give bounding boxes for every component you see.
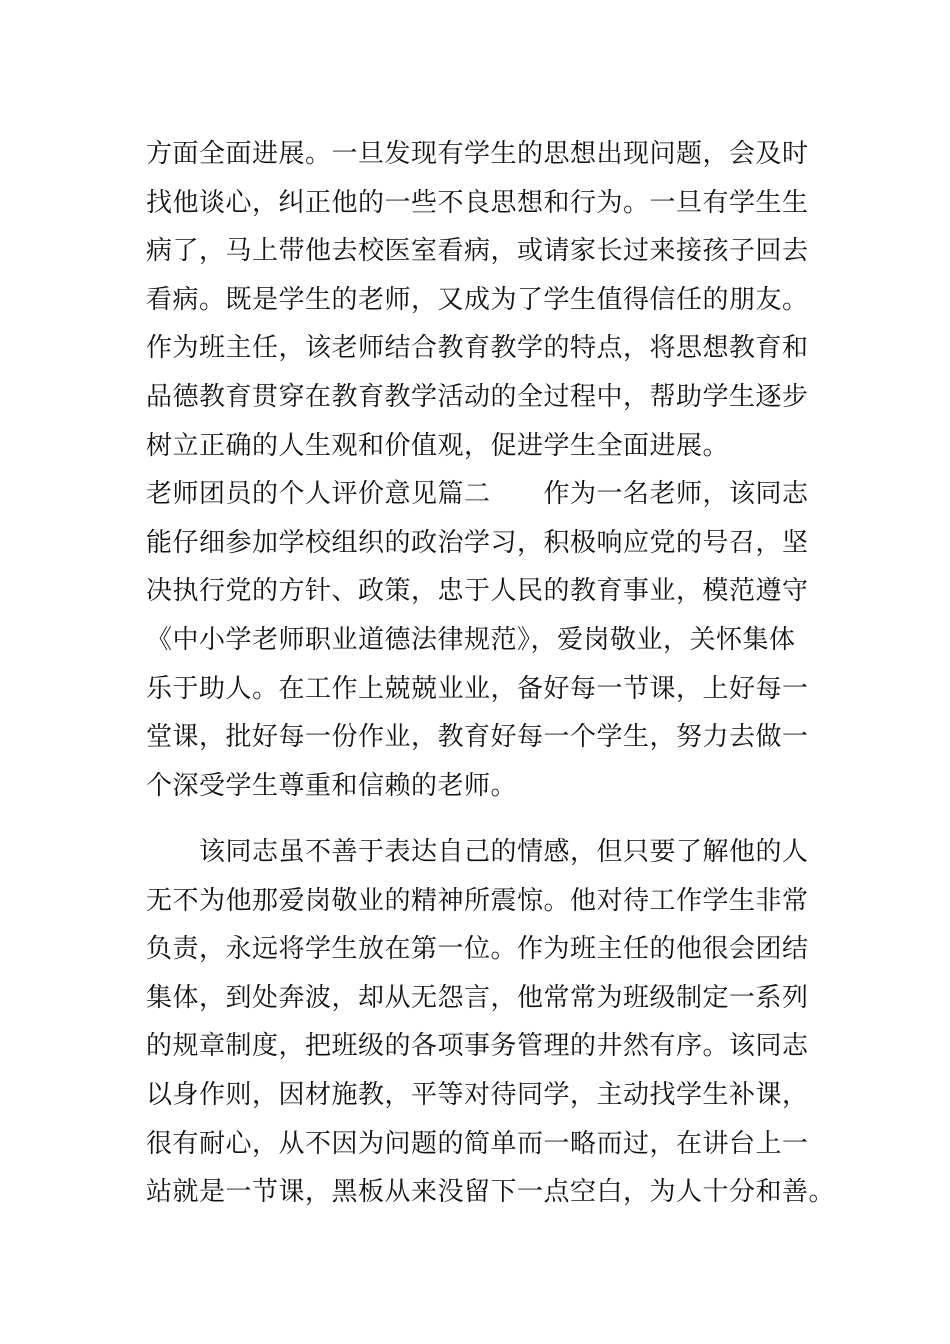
text-line: 品德教育贯穿在教育教学活动的全过程中，帮助学生逐步 xyxy=(146,381,809,412)
text-line: 作为班主任，该老师结合教育教学的特点，将思想教育和 xyxy=(146,333,809,364)
text-line: 树立正确的人生观和价值观，促进学生全面进展。 xyxy=(146,430,730,461)
paragraph-block-1 xyxy=(146,130,826,810)
text-line: 看病。既是学生的老师，又成为了学生值得信任的朋友。 xyxy=(146,284,809,315)
text-line: 能仔细参加学校组织的政治学习，积极响应党的号召，坚 xyxy=(146,527,809,558)
text-line: 很有耐心，从不因为问题的简单而一略而过，在讲台上一 xyxy=(146,1128,809,1159)
text-line: 无不为他那爱岗敬业的精神所震惊。他对待工作学生非常 xyxy=(146,885,809,916)
text-line: 个深受学生尊重和信赖的老师。 xyxy=(146,770,518,801)
section-heading-line: 老师团员的个人评价意见篇二 作为一名老师，该同志 xyxy=(146,479,809,510)
text-line: 乐于助人。在工作上兢兢业业，备好每一节课，上好每一 xyxy=(146,673,809,704)
text-line: 的规章制度，把班级的各项事务管理的井然有序。该同志 xyxy=(146,1031,809,1062)
text-line: 方面全面进展。一旦发现有学生的思想出现问题，会及时 xyxy=(146,139,809,169)
text-line: 《中小学老师职业道德法律规范》，爱岗敬业，关怀集体 xyxy=(146,624,796,655)
text-line: 负责，永远将学生放在第一位。作为班主任的他很会团结 xyxy=(146,934,809,965)
text-line: 堂课，批好每一份作业，教育好每一个学生，努力去做一 xyxy=(146,722,809,753)
text-line: 决执行党的方针、政策，忠于人民的教育事业，模范遵守 xyxy=(146,576,809,607)
paragraph-block-2 xyxy=(146,828,836,1217)
text-line: 该同志虽不善于表达自己的情感，但只要了解他的人 xyxy=(146,837,809,867)
text-line: 站就是一节课，黑板从来没留下一点空白，为人十分和善。 xyxy=(146,1177,836,1208)
text-line: 集体，到处奔波，却从无怨言，他常常为班级制定一系列 xyxy=(146,982,809,1013)
text-line: 以身作则，因材施教，平等对待同学，主动找学生补课， xyxy=(146,1079,809,1110)
text-line: 病了，马上带他去校医室看病，或请家长过来接孩子回去 xyxy=(146,236,809,267)
text-line: 找他谈心，纠正他的一些不良思想和行为。一旦有学生生 xyxy=(146,187,809,218)
